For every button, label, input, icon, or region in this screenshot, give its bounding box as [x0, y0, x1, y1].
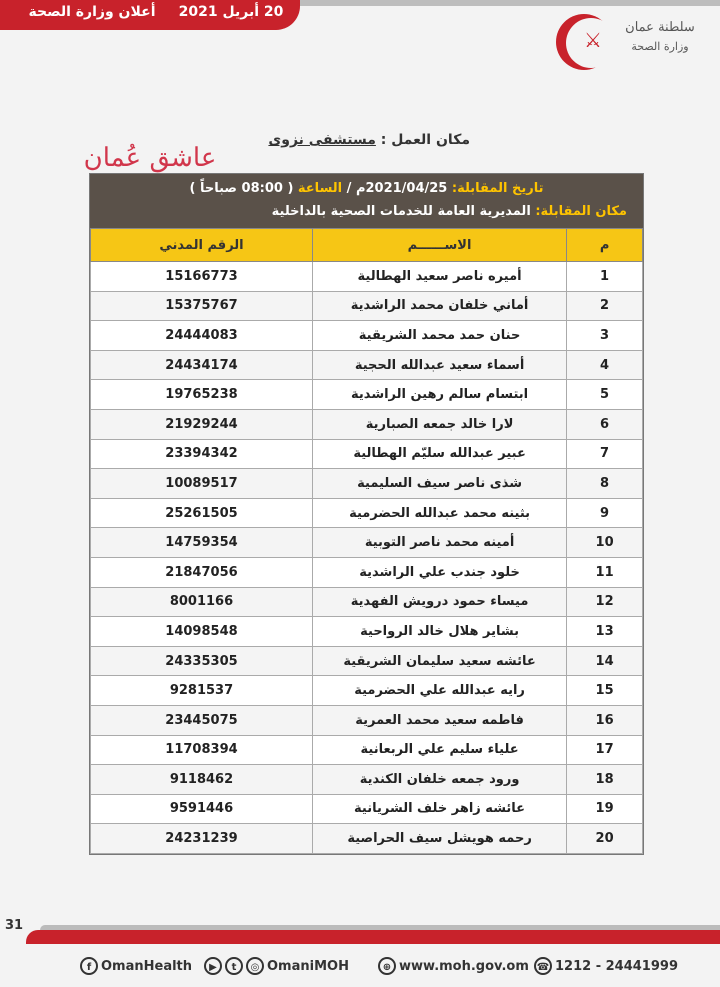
names-table — [90, 228, 643, 854]
row-number: 3 — [567, 321, 643, 351]
row-name: فاطمه سعيد محمد العمرية — [312, 705, 566, 735]
row-number: 17 — [567, 735, 643, 765]
phone-number: 1212 - 24441999 — [555, 958, 678, 974]
header-number: م — [567, 229, 643, 262]
workplace-line — [240, 132, 470, 154]
twitter-icon: t — [225, 957, 243, 975]
table-row — [91, 765, 643, 795]
globe-icon: ⊕ — [378, 957, 396, 975]
row-number: 7 — [567, 439, 643, 469]
row-name: بشاير هلال خالد الرواحية — [312, 617, 566, 647]
table-row — [91, 676, 643, 706]
row-name: عائشه زاهر خلف الشريانية — [312, 794, 566, 824]
logo-text-ministry: وزارة الصحة — [631, 40, 689, 53]
interview-date-value: 2021/04/25م — [355, 181, 448, 196]
row-civil-id: 9281537 — [91, 676, 313, 706]
youtube-icon: ▶ — [204, 957, 222, 975]
row-number: 1 — [567, 262, 643, 292]
row-civil-id: 14098548 — [91, 617, 313, 647]
phone-icon: ☎ — [534, 957, 552, 975]
table-row — [91, 291, 643, 321]
table-row — [91, 469, 643, 499]
interview-place-line — [98, 201, 635, 223]
table-row — [91, 528, 643, 558]
social-handle: OmaniMOH — [267, 958, 349, 974]
row-number: 14 — [567, 646, 643, 676]
table-row — [91, 557, 643, 587]
interview-date-label: تاريخ المقابلة: — [451, 181, 544, 196]
facebook-item[interactable] — [80, 956, 192, 976]
row-civil-id: 21847056 — [91, 557, 313, 587]
row-number: 20 — [567, 824, 643, 854]
row-name: أمينه محمد ناصر التوبية — [312, 528, 566, 558]
interview-time-value: ( 08:00 صباحاً ) — [189, 181, 294, 196]
row-number: 19 — [567, 794, 643, 824]
row-name: أسماء سعيد عبدالله الحجية — [312, 350, 566, 380]
table-row — [91, 262, 643, 292]
workplace-value: مستشفى نزوى — [268, 132, 376, 148]
table-row — [91, 321, 643, 351]
interview-time-label: الساعة — [297, 181, 343, 196]
table-row — [91, 824, 643, 854]
row-number: 4 — [567, 350, 643, 380]
interview-place-label: مكان المقابلة: — [535, 204, 627, 219]
interview-place-value: المديرية العامة للخدمات الصحية بالداخلية — [271, 204, 531, 219]
workplace-label: مكان العمل : — [380, 132, 470, 148]
row-civil-id: 19765238 — [91, 380, 313, 410]
logo-text-country: سلطنة عمان — [625, 20, 695, 35]
row-civil-id: 24444083 — [91, 321, 313, 351]
announcement-date: 20 أبريل 2021 — [178, 4, 284, 20]
row-number: 12 — [567, 587, 643, 617]
row-number: 16 — [567, 705, 643, 735]
table-row — [91, 439, 643, 469]
row-civil-id: 24231239 — [91, 824, 313, 854]
announcement-title: أعلان وزارة الصحة — [28, 4, 156, 20]
social-item[interactable] — [204, 956, 349, 976]
row-civil-id: 14759354 — [91, 528, 313, 558]
row-number: 11 — [567, 557, 643, 587]
table-header-row — [91, 229, 643, 262]
row-number: 13 — [567, 617, 643, 647]
row-name: عائشه سعيد سليمان الشريقية — [312, 646, 566, 676]
row-civil-id: 23445075 — [91, 705, 313, 735]
row-name: بثينه محمد عبدالله الحضرمية — [312, 498, 566, 528]
row-civil-id: 21929244 — [91, 409, 313, 439]
table-row — [91, 617, 643, 647]
row-name: رايه عبدالله علي الحضرمية — [312, 676, 566, 706]
header-name: الاســــــم — [312, 229, 566, 262]
row-civil-id: 15375767 — [91, 291, 313, 321]
interview-date-line — [98, 177, 635, 201]
row-number: 10 — [567, 528, 643, 558]
row-name: رحمه هويشل سيف الحراصية — [312, 824, 566, 854]
footer-red-band — [26, 930, 720, 944]
instagram-icon: ◎ — [246, 957, 264, 975]
row-name: خلود جندب علي الراشدية — [312, 557, 566, 587]
row-name: ميساء حمود درويش الفهدية — [312, 587, 566, 617]
row-name: لارا خالد جمعه الصبارية — [312, 409, 566, 439]
row-name: عبير عبدالله سليّم الهطالية — [312, 439, 566, 469]
table-row — [91, 646, 643, 676]
row-civil-id: 24335305 — [91, 646, 313, 676]
row-number: 8 — [567, 469, 643, 499]
row-name: أماني خلفان محمد الراشدية — [312, 291, 566, 321]
table-row — [91, 498, 643, 528]
header-civil-id: الرقم المدني — [91, 229, 313, 262]
row-civil-id: 8001166 — [91, 587, 313, 617]
row-name: علياء سليم علي الربعانية — [312, 735, 566, 765]
row-number: 15 — [567, 676, 643, 706]
row-number: 5 — [567, 380, 643, 410]
table-row — [91, 380, 643, 410]
table-row — [91, 587, 643, 617]
row-number: 18 — [567, 765, 643, 795]
row-civil-id: 24434174 — [91, 350, 313, 380]
row-number: 6 — [567, 409, 643, 439]
row-name: أميره ناصر سعيد الهطالية — [312, 262, 566, 292]
row-civil-id: 25261505 — [91, 498, 313, 528]
row-name: حنان حمد محمد الشريقية — [312, 321, 566, 351]
row-name: ابتسام سالم رهين الراشدية — [312, 380, 566, 410]
table-row — [91, 350, 643, 380]
row-name: ورود جمعه خلفان الكندية — [312, 765, 566, 795]
interview-info-header — [90, 174, 643, 228]
banner-gray-stripe — [250, 0, 720, 6]
interview-separator: / — [346, 181, 352, 196]
table-row — [91, 735, 643, 765]
candidates-table — [89, 173, 644, 855]
row-civil-id: 11708394 — [91, 735, 313, 765]
website-url: www.moh.gov.om — [399, 958, 529, 974]
row-civil-id: 9591446 — [91, 794, 313, 824]
page-number: 31 — [5, 918, 24, 933]
table-row — [91, 705, 643, 735]
phone-item[interactable] — [534, 956, 678, 976]
website-item[interactable] — [378, 956, 529, 976]
table-row — [91, 794, 643, 824]
facebook-handle: OmanHealth — [101, 958, 193, 974]
row-civil-id: 9118462 — [91, 765, 313, 795]
watermark-text: عاشق عُمان — [83, 143, 217, 173]
row-number: 9 — [567, 498, 643, 528]
ministry-logo — [556, 14, 706, 58]
row-civil-id: 23394342 — [91, 439, 313, 469]
row-number: 2 — [567, 291, 643, 321]
table-row — [91, 409, 643, 439]
row-civil-id: 10089517 — [91, 469, 313, 499]
khanjar-emblem-icon: ⚔ — [584, 28, 602, 52]
row-civil-id: 15166773 — [91, 262, 313, 292]
row-name: شذى ناصر سيف السليمية — [312, 469, 566, 499]
contact-footer — [0, 944, 720, 987]
facebook-icon: f — [80, 957, 98, 975]
